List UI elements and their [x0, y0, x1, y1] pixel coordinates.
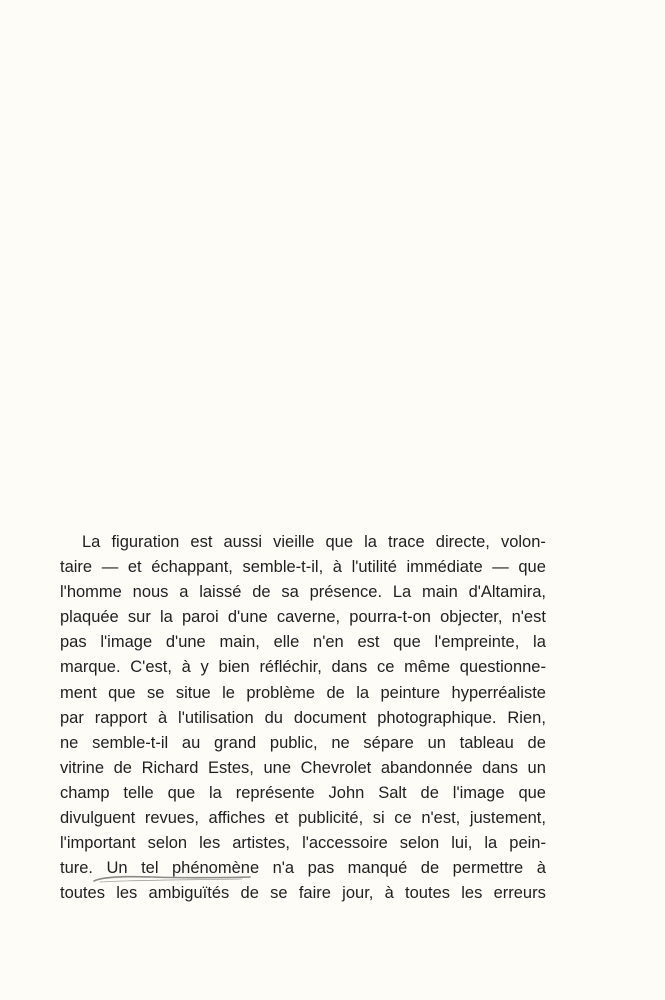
word: pein- — [509, 834, 546, 853]
word: situe — [175, 683, 211, 702]
word: l'accessoire — [302, 834, 388, 853]
word: sépare — [363, 733, 414, 752]
word: au — [181, 733, 201, 752]
word: l'image — [452, 783, 505, 802]
word: questionne- — [459, 658, 546, 677]
word: si — [372, 809, 385, 828]
word: semble-t-il, — [242, 558, 324, 577]
word: champ — [60, 783, 110, 802]
word: toutes — [60, 884, 105, 903]
word: un — [427, 733, 446, 752]
word: de — [326, 683, 345, 702]
pencil-underline — [92, 873, 252, 885]
word: ment — [60, 683, 97, 702]
text-line — [60, 756, 546, 781]
word: revues, — [144, 809, 199, 828]
word: main, — [219, 633, 260, 652]
word: immédiate — [406, 558, 483, 577]
word: présence. — [309, 583, 383, 602]
word: vieille — [273, 533, 315, 551]
word: n'en — [313, 633, 344, 652]
word: grand — [213, 733, 257, 752]
word: rapport — [94, 708, 148, 727]
word: justement, — [469, 809, 546, 828]
word: erreurs — [493, 884, 546, 903]
word: problème — [246, 683, 316, 702]
word: les — [116, 884, 138, 903]
word: tableau — [459, 733, 514, 752]
word: paroi — [181, 608, 219, 627]
text-line — [60, 881, 546, 906]
word: de — [113, 758, 132, 777]
word: peinture — [380, 683, 441, 702]
word: que — [108, 683, 136, 702]
word: que — [518, 783, 546, 802]
word: semble-t-il — [92, 733, 169, 752]
word: à — [536, 859, 546, 878]
word: l'image — [100, 633, 153, 652]
word: John — [328, 783, 365, 802]
text-line — [60, 706, 546, 731]
word: les — [199, 834, 221, 853]
word: et — [274, 809, 289, 828]
word: un — [527, 758, 546, 777]
word: plaquée — [60, 608, 119, 627]
word: trace — [388, 533, 425, 551]
word: de — [420, 859, 440, 878]
word: ce — [377, 658, 395, 677]
text-line — [60, 605, 546, 630]
word: toutes — [405, 884, 450, 903]
word: marque. — [60, 658, 121, 677]
word: la — [209, 783, 222, 802]
word: dans — [331, 658, 368, 677]
word: Rien, — [507, 708, 546, 727]
text-line — [60, 781, 546, 806]
text-line — [60, 806, 546, 831]
word: d'une — [165, 633, 206, 652]
word: ne — [60, 733, 79, 752]
word: échappant, — [151, 558, 233, 577]
word: document — [293, 708, 367, 727]
word: les — [461, 884, 483, 903]
word: une — [263, 758, 291, 777]
word: Un — [106, 859, 128, 878]
word: l'empreinte, — [434, 633, 520, 652]
word: taire — [60, 558, 93, 577]
word: la — [364, 533, 377, 551]
text-line — [60, 681, 546, 706]
word: même — [404, 658, 451, 677]
word: et — [127, 558, 142, 577]
word: à — [181, 658, 191, 677]
word: pas — [307, 859, 335, 878]
word: n'est, — [421, 809, 461, 828]
word: de — [420, 783, 439, 802]
word: — — [492, 558, 509, 577]
word: d'une — [227, 608, 268, 627]
word: le — [222, 683, 235, 702]
word: par — [60, 708, 84, 727]
word: jour, — [342, 884, 374, 903]
body-paragraph — [60, 530, 546, 906]
word: d'Altamira, — [468, 583, 546, 602]
word: directe, — [435, 533, 490, 551]
word: vitrine — [60, 758, 105, 777]
word: de — [252, 583, 271, 602]
word: caverne, — [276, 608, 341, 627]
word: l'utilisation — [178, 708, 254, 727]
word: que — [393, 633, 421, 652]
word: divulguent — [60, 809, 136, 828]
word: phénomène — [171, 859, 260, 878]
word: abandonnée — [380, 758, 473, 777]
word: figuration — [111, 533, 180, 551]
text-line — [60, 580, 546, 605]
word: photographique. — [377, 708, 497, 727]
word: elle — [273, 633, 300, 652]
word: affiches — [208, 809, 266, 828]
word: faire — [298, 884, 331, 903]
word: selon — [399, 834, 440, 853]
word: à — [332, 558, 342, 577]
word: La — [82, 533, 101, 551]
word: selon — [147, 834, 188, 853]
word: permettre — [452, 859, 524, 878]
word: hyperréaliste — [451, 683, 546, 702]
word: pourra-t-on — [349, 608, 431, 627]
word: à — [384, 884, 394, 903]
word: publicité, — [298, 809, 364, 828]
word: sur — [127, 608, 151, 627]
word: sa — [281, 583, 299, 602]
word: se — [270, 884, 288, 903]
word: que — [167, 783, 196, 802]
word: de — [240, 884, 259, 903]
word: est — [357, 633, 380, 652]
word: tel — [141, 859, 159, 878]
text-line — [60, 630, 546, 655]
word: public, — [269, 733, 318, 752]
word: y — [200, 658, 209, 677]
word: ce — [394, 809, 412, 828]
word: pas — [60, 633, 87, 652]
word: l'important — [60, 834, 136, 853]
word: manqué — [347, 859, 408, 878]
word: ture. — [60, 859, 94, 878]
word: réfléchir, — [259, 658, 322, 677]
word: volon- — [500, 533, 546, 551]
word: est — [190, 533, 213, 551]
word: artistes, — [232, 834, 291, 853]
word: se — [147, 683, 165, 702]
word: n'est — [511, 608, 546, 627]
word: a — [179, 583, 189, 602]
text-line — [60, 555, 546, 580]
word: que — [325, 533, 353, 551]
word: La — [392, 583, 412, 602]
word: aussi — [223, 533, 263, 551]
pencil-stroke-faint — [100, 879, 242, 882]
text-line — [60, 530, 546, 555]
word: Chevrolet — [300, 758, 372, 777]
word: n'a — [272, 859, 295, 878]
word: ambiguïtés — [148, 884, 230, 903]
word: Estes, — [208, 758, 254, 777]
word: telle — [123, 783, 154, 802]
word: l'utilité — [351, 558, 397, 577]
word: laissé — [199, 583, 242, 602]
word: représente — [235, 783, 315, 802]
word: la — [356, 683, 370, 702]
text-line — [60, 655, 546, 680]
word: ne — [331, 733, 350, 752]
word: à — [157, 708, 168, 727]
word: de — [527, 733, 546, 752]
word: que — [518, 558, 546, 577]
word: la — [533, 633, 546, 652]
word: Richard — [141, 758, 199, 777]
word: la — [159, 608, 173, 627]
text-line — [60, 731, 546, 756]
word: main — [422, 583, 458, 602]
word: dans — [482, 758, 518, 777]
word: — — [101, 558, 119, 577]
word: C'est, — [130, 658, 172, 677]
word: l'homme — [60, 583, 122, 602]
word: nous — [132, 583, 169, 602]
text-line — [60, 831, 546, 856]
word: bien — [218, 658, 250, 677]
word: objecter, — [440, 608, 503, 627]
word: du — [264, 708, 283, 727]
word: lui, — [451, 834, 473, 853]
word: la — [484, 834, 498, 853]
word: Salt — [378, 783, 407, 802]
